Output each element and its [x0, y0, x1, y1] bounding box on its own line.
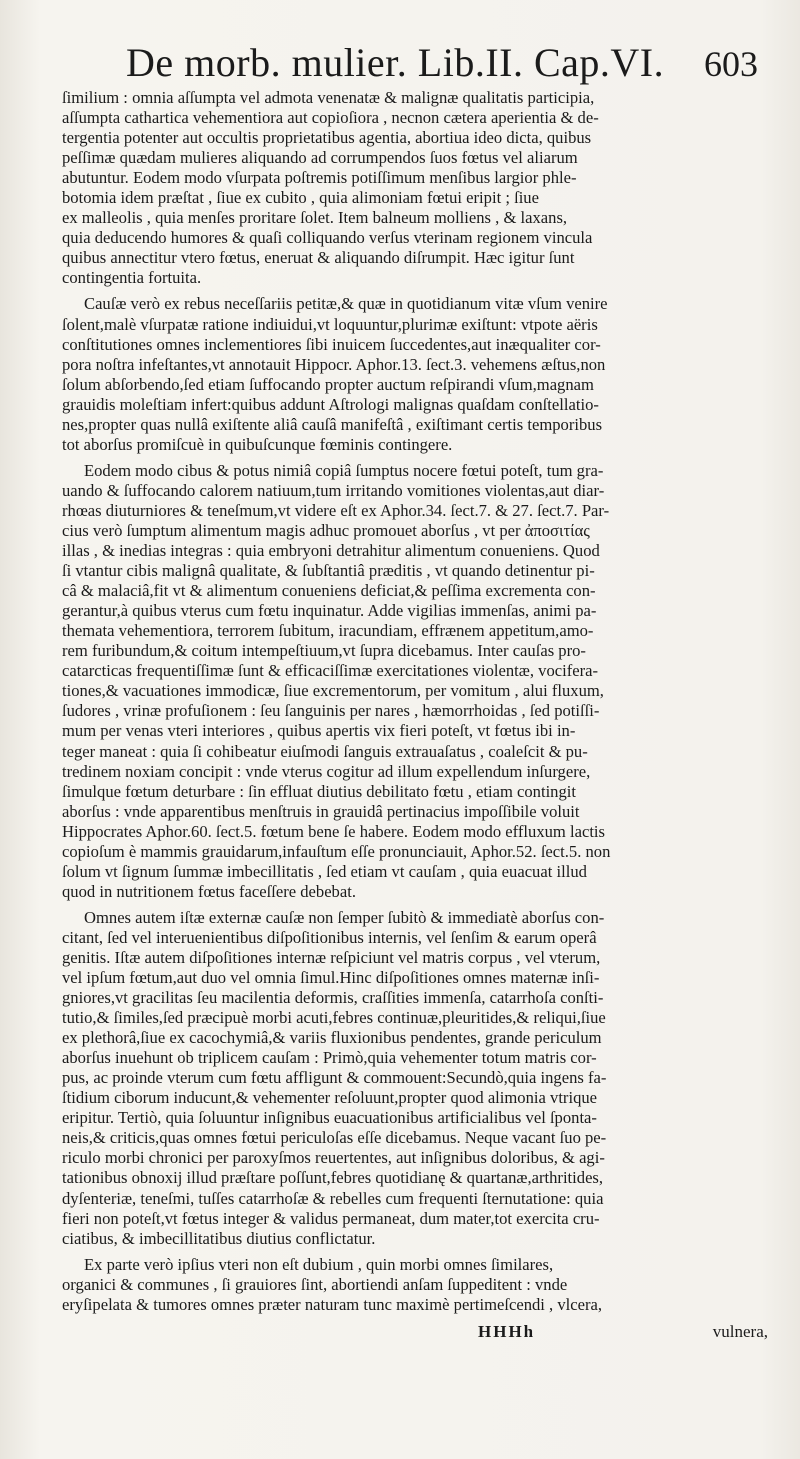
text-line: tergentia potenter aut occultis proprietatibus agentia, abortiua ideo dicta, quibus [62, 128, 592, 148]
body-text [62, 88, 770, 1315]
text-line: câ & malaciâ,fit vt & alimentum conueniens deficiat,& peſſima excrementa con- [62, 581, 596, 601]
text-line: conſtitutiones omnes inclementiores ſibi inuicem ſuccedentes,aut inæqualiter cor- [62, 334, 601, 354]
text-line: uando & ſuffocando calorem natiuum,tum irritando vomitiones violentas,aut diar- [62, 480, 605, 500]
text-line: mum per venas vteri interiores , quibus apertis vix fieri poteſt, vt fœtus ibi in- [62, 721, 576, 741]
text-line: catarcticas frequentiſſimæ ſunt & efficaciſſimæ exercitationes violentæ, vocifera- [62, 661, 599, 681]
text-line: nes,propter quas nullâ exiſtente aliâ cauſâ manifeſtâ , exiſtimant certis temporibus [62, 414, 603, 434]
text-line: quibus annectitur vtero fœtus, eneruat & aliquando diſrumpit. Hæc igitur ſunt [62, 248, 575, 268]
text-line: eryſipelata & tumores omnes præter naturam tunc maximè pertimeſcendi , vlcera, [62, 1294, 603, 1314]
text-line: tredinem noxiam concipit : vnde vterus cogitur ad illum expellendum inſurgere, [62, 761, 591, 781]
text-line: rhœas diuturniores & teneſmum,vt videre eſt ex Aphor.34. ſect.7. & 27. ſect.7. Par- [62, 500, 610, 520]
text-line: genitis. Iſtæ autem diſpoſitiones internæ reſpiciunt vel matris corpus , vel vterum, [62, 947, 601, 967]
text-line: aborſus : vnde apparentibus menſtruis in grauidâ pertinacius impoſſibile voluit [62, 801, 580, 821]
text-line: tationibus obnoxij illud præſtare poſſunt,febres quotidianę & quartanæ,arthritides, [62, 1168, 604, 1188]
text-line: eripitur. Tertiò, quia ſoluuntur inſignibus euacuationibus artificialibus vel ſponta- [62, 1108, 597, 1128]
text-line: ſudores , vrinæ profuſionem : ſeu ſanguinis per nares , hæmorrhoidas , ſed potiſſi- [62, 701, 600, 721]
text-line: organici & communes , ſi grauiores ſint, abortiendi anſam ſuppeditent : vnde [62, 1274, 568, 1294]
paragraph [62, 88, 770, 288]
paragraph [62, 908, 770, 1249]
text-line: grauidis moleſtiam infert:quibus addunt Aſtrologi malignas quaſdam conſtellatio- [62, 394, 599, 414]
text-line: contingentia fortuita. [62, 268, 202, 288]
text-line: Eodem modo cibus & potus nimiâ copiâ ſumptus nocere fœtui poteſt, tum gra- [84, 460, 604, 480]
text-line: dyſenteriæ, teneſmi, tuſſes catarrhoſæ & rebelles cum frequenti ſternutatione: quia [62, 1188, 604, 1208]
text-line: ſolum vt ſignum ſummæ imbecillitatis , ſed etiam vt cauſam , quia euacuat illud [62, 861, 587, 881]
text-line: ciatibus, & imbecillitatibus diutius conflictatur. [62, 1228, 376, 1248]
text-line: teger maneat : quia ſi cohibeatur eiuſmodi ſanguis extrauaſatus , coaleſcit & pu- [62, 741, 588, 761]
text-line: tot aborſus promiſcuè in quibuſcunque fœminis contingere. [62, 434, 453, 454]
text-line: ex plethorâ,ſiue ex cacochymiâ,& variis fluxionibus pendentes, grande periculum [62, 1028, 602, 1048]
text-line: pus, ac proinde vterum cum fœtu affligunt & commouent:Secundò,quia ingens fa- [62, 1068, 607, 1088]
text-line: pora noſtra infeſtantes,vt annotauit Hippocr. Aphor.13. ſect.3. vehemens æſtus,non [62, 354, 606, 374]
text-line: quod in nutritionem fœtus faceſſere debebat. [62, 881, 356, 901]
text-line: citant, ſed vel interuenientibus diſpoſitionibus internis, vel ſenſim & earum operâ [62, 927, 597, 947]
text-line: gerantur,à quibus vterus cum fœtu inquinatur. Adde vigilias immenſas, animi pa- [62, 601, 597, 621]
text-line: fieri non poteſt,vt fœtus integer & validus permaneat, dum mater,tot exercita cru- [62, 1208, 600, 1228]
text-line: Cauſæ verò ex rebus neceſſariis petitæ,& quæ in quotidianum vitæ vſum venire [84, 294, 608, 314]
paragraph [62, 1255, 770, 1315]
text-line: copioſum è mammis grauidarum,infauſtum eſſe pronunciauit, Aphor.52. ſect.5. non [62, 841, 611, 861]
text-line: neis,& criticis,quas omnes fœtui periculoſas eſſe dicebamus. Neque vacant ſuo pe- [62, 1128, 607, 1148]
text-line: ſolum abſorbendo,ſed etiam ſuffocando propter auctum reſpirandi vſum,magnam [62, 374, 594, 394]
text-line: Hippocrates Aphor.60. ſect.5. fœtum bene ſe habere. Eodem modo effluxum lactis [62, 821, 605, 841]
text-line: ſimulque fœtum deturbare : ſin effluat diutius debilitato fœtu , etiam contingit [62, 781, 576, 801]
text-line: rem furibundum,& coitum intempeſtiuum,vt ſupra dicebamus. Inter cauſas pro- [62, 641, 586, 661]
text-line: abutuntur. Eodem modo vſurpata poſtremis potiſſimum menſibus largior phle- [62, 168, 577, 188]
paragraph [62, 461, 770, 902]
text-line: quia deducendo humores & quaſi colliquando verſus vterinam regionem vincula [62, 228, 593, 248]
text-line: aſſumpta cathartica vehementiora aut copioſiora , necnon cætera aperientia & de- [62, 108, 599, 128]
catchword: vulnera, [712, 1321, 768, 1341]
running-head: De morb. mulier. Lib.II. Cap.VI. [126, 40, 665, 85]
text-line: riculo morbi chronici per paroxyſmos reuertentes, aut inſignibus doloribus, & agi- [62, 1148, 605, 1168]
text-line: botomia idem præſtat , ſiue ex cubito , quia alimoniam fœtui eripit ; ſiue [62, 188, 539, 208]
text-line: illas , & inedias integras : quia embryoni detrahitur alimentum conueniens. Quod [62, 541, 600, 561]
paragraph [62, 294, 770, 454]
text-line: tutio,& ſimiles,ſed præcipuè morbi acuti,febres continuæ,pleuritides,& reliqui,ſiue [62, 1008, 606, 1028]
text-line: ſimilium : omnia aſſumpta vel admota venenatæ & malignæ qualitatis participia, [62, 88, 595, 107]
page-header [62, 0, 770, 88]
text-line: tiones,& vacuationes immodicæ, ſiue excrementorum, per vomitum , alui fluxum, [62, 681, 604, 701]
signature-mark: HHHh [478, 1321, 536, 1341]
text-line: Ex parte verò ipſius vteri non eſt dubium , quin morbi omnes ſimilares, [84, 1254, 554, 1274]
page-footer [62, 1321, 770, 1343]
text-line: peſſimæ quædam mulieres aliquando ad corrumpendos ſuos fœtus vel aliarum [62, 148, 578, 168]
text-line: ſi vtantur cibis malignâ qualitate, & ſubſtantiâ præditis , vt quando detinentur pi- [62, 561, 595, 581]
page-number: 603 [704, 44, 758, 84]
text-line: gniores,vt gracilitas ſeu macilentia deformis, craſſities immenſa, catarrhoſa conſti- [62, 988, 604, 1008]
text-line: ex malleolis , quia menſes proritare ſolet. Item balneum molliens , & laxans, [62, 208, 568, 228]
text-line: ſtidium ciborum inducunt,& vehementer reſoluunt,propter quod alimonia vtrique [62, 1088, 598, 1108]
text-line: cius verò ſumptum alimentum magis adhuc promouet aborſus , vt per ἀποσιτίας [62, 520, 590, 540]
text-line: themata vehementiora, terrorem ſubitum, iracundiam, effrænem appetitum,amo- [62, 621, 594, 641]
text-line: ſolent,malè vſurpatæ ratione indiuidui,vt loquuntur,plurimæ exiſtunt: vtpote aëris [62, 314, 598, 334]
text-line: aborſus inuehunt ob triplicem cauſam : Primò,quia vehementer totum matris cor- [62, 1048, 597, 1068]
text-line: Omnes autem iſtæ externæ cauſæ non ſemper ſubitò & immediatè aborſus con- [84, 907, 605, 927]
text-line: vel ipſum fœtum,aut duo vel omnia ſimul.Hinc diſpoſitiones omnes maternæ inſi- [62, 968, 600, 988]
